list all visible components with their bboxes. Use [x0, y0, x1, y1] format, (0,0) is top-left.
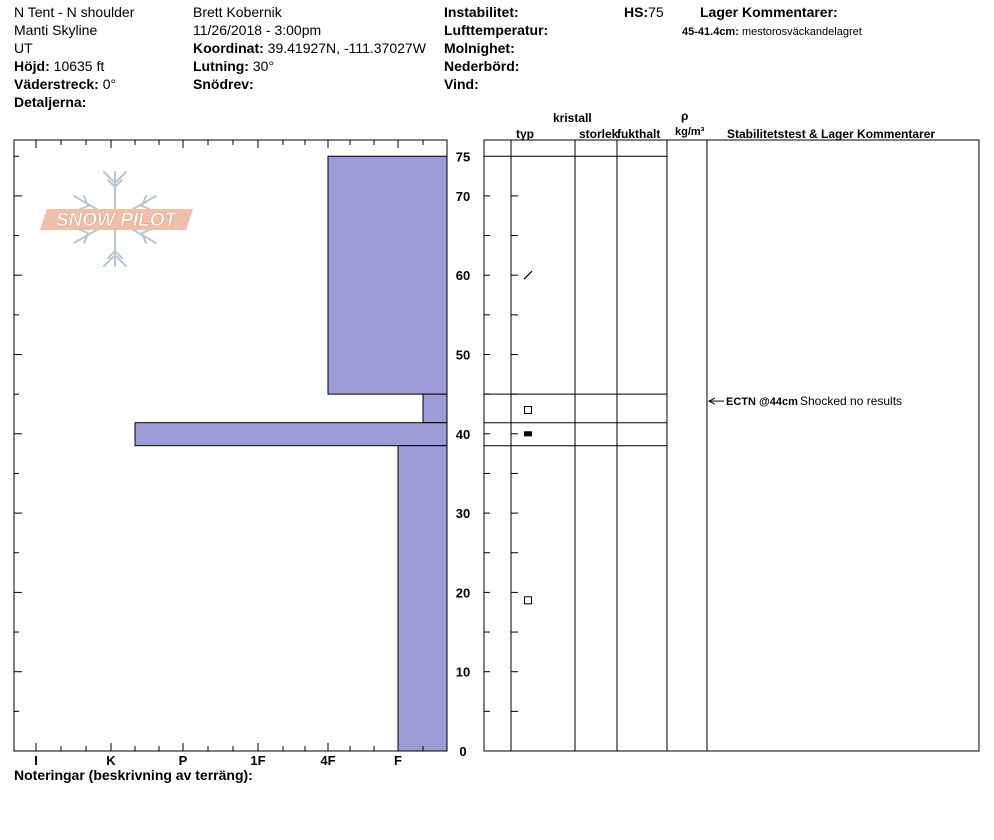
- cloud-label: Molnighet:: [444, 40, 515, 56]
- height-label-40: 40: [455, 426, 471, 442]
- hardness-profile: [14, 140, 470, 768]
- height-label-70: 70: [455, 188, 471, 204]
- layer-bar-3: [398, 446, 447, 751]
- hardness-label-K: K: [106, 753, 116, 768]
- hs-label: HS:: [624, 4, 649, 20]
- details-label: Detaljerna:: [14, 94, 87, 110]
- coord-label: Koordinat:: [193, 40, 264, 56]
- height-label-30: 30: [455, 506, 471, 522]
- layer-comments-label: Lager Kommentarer:: [700, 4, 838, 20]
- coord-value: 39.41927N, -111.37027W: [267, 40, 426, 56]
- col-kristall: kristall: [553, 111, 592, 125]
- col-fukthalt: fukthalt: [617, 127, 661, 141]
- datetime: 11/26/2018 - 3:00pm: [193, 22, 322, 38]
- hardness-label-4F: 4F: [320, 753, 336, 768]
- col-rho: ρ: [681, 109, 689, 123]
- height-label-0: 0: [459, 744, 467, 759]
- grain-symbol-square-1: [525, 407, 532, 414]
- layer-bar-1: [423, 394, 447, 423]
- drift-label: Snödrev:: [193, 76, 254, 92]
- state-name: UT: [14, 40, 33, 56]
- height-label-75: 75: [455, 149, 471, 165]
- layer-bar-2: [135, 423, 447, 446]
- slope-label: Lutning:: [193, 58, 249, 74]
- instability-label: Instabilitet:: [444, 4, 519, 20]
- wind-label: Vind:: [444, 76, 479, 92]
- layer-comment-range: 45-41.4cm:: [682, 26, 739, 38]
- elevation-value: 10635 ft: [53, 58, 105, 74]
- slope-value: 30°: [252, 58, 275, 74]
- layer-comment-text: mestorosväckandelagret: [741, 26, 862, 38]
- aspect-value: 0°: [102, 76, 117, 92]
- col-storlek: storlek: [579, 127, 619, 141]
- layer-table: [484, 140, 979, 751]
- height-label-10: 10: [455, 664, 471, 680]
- location-name: N Tent - N shoulder: [14, 4, 135, 20]
- stability-test-comment: Shocked no results: [800, 394, 903, 409]
- logo-text: SNOW PILOT: [55, 210, 177, 231]
- layer-bar-0: [328, 156, 447, 394]
- notes-label: Noteringar (beskrivning av terräng):: [14, 767, 253, 783]
- height-label-20: 20: [455, 585, 471, 601]
- observer: Brett Kobernik: [193, 4, 282, 20]
- hardness-label-1F: 1F: [250, 753, 266, 768]
- elevation-label: Höjd:: [14, 58, 50, 74]
- hardness-label-I: I: [34, 753, 38, 768]
- col-density-unit: kg/m³: [675, 126, 705, 138]
- range-name: Manti Skyline: [14, 22, 98, 38]
- hardness-label-P: P: [178, 753, 188, 768]
- col-stability: Stabilitetstest & Lager Kommentarer: [727, 127, 936, 141]
- height-label-60: 60: [455, 268, 471, 284]
- airtemp-label: Lufttemperatur:: [444, 22, 549, 38]
- stability-test-label: ECTN @44cm: [726, 396, 798, 409]
- precip-label: Nederbörd:: [444, 58, 520, 74]
- snowpilot-logo: [40, 172, 193, 266]
- hardness-label-F: F: [394, 753, 402, 768]
- grain-symbol-square-3: [525, 597, 532, 604]
- col-typ: typ: [516, 127, 534, 141]
- aspect-label: Väderstreck:: [14, 76, 99, 92]
- height-label-50: 50: [455, 347, 471, 363]
- grain-symbol-slash-0: [524, 271, 532, 279]
- hs-value: 75: [648, 4, 664, 20]
- grain-symbol-filled-2: [524, 431, 532, 436]
